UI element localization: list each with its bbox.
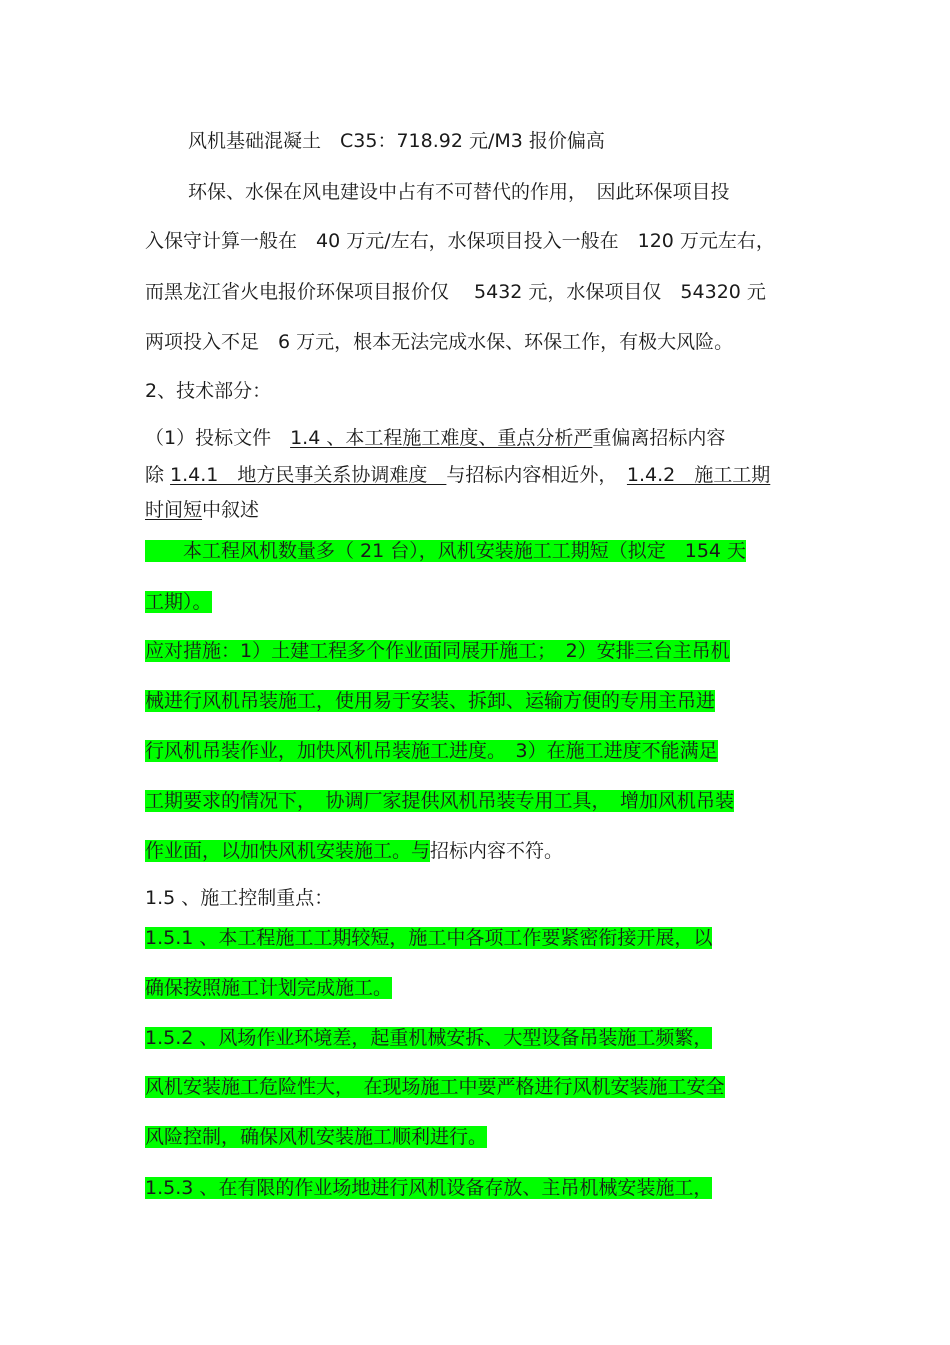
text-line-9 [145, 495, 807, 525]
highlighted-text: 风机安装施工危险性大， 在现场施工中要严格进行风机安装施工安全 [145, 1076, 725, 1098]
text-line-13 [145, 686, 807, 716]
underlined-short-time: 时间短 [145, 499, 203, 521]
highlighted-text: 应对措施：1）土建工程多个作业面同展开施工； 2）安排三台主吊机 [145, 640, 730, 662]
highlighted-text: 风险控制，确保风机安装施工顺利进行。 [145, 1126, 488, 1148]
text-line-7 [145, 423, 807, 453]
underlined-section-ref-1-4: 1.4 、本工程施工难度、重点分析严 [290, 427, 593, 449]
section-heading-technical: 2、技术部分： [145, 380, 272, 402]
text-line-1: 风机基础混凝土 C35：718.92 元/M3 报价偏高 [188, 130, 605, 152]
text-line-11 [145, 587, 807, 617]
text-line-16 [145, 836, 807, 866]
highlighted-text: 械进行风机吊装施工，使用易于安装、拆卸、运输方便的专用主吊进 [145, 690, 716, 712]
highlighted-text: 1.5.2 、风场作业环境差，起重机械安拆、大型设备吊装施工频繁， [145, 1027, 713, 1049]
highlighted-text: 1.5.1 、本工程施工工期较短，施工中各项工作要紧密衔接开展，以 [145, 927, 713, 949]
highlighted-text: 与 [411, 840, 431, 862]
text-line-15 [145, 786, 807, 816]
line-7-suffix: 重偏离招标内容 [592, 427, 726, 449]
highlighted-text: 确保按照施工计划完成施工。 [145, 977, 393, 999]
text-line-5: 两项投入不足 6 万元，根本无法完成水保、环保工作，有极大风险。 [145, 331, 734, 353]
line-8-prefix: 除 [145, 464, 171, 486]
text-line-18 [145, 923, 807, 953]
text-line-21 [145, 1072, 807, 1102]
highlighted-text: 1.5.3 、在有限的作业场地进行风机设备存放、主吊机械安装施工， [145, 1177, 713, 1199]
text-line-2: 环保、水保在风电建设中占有不可替代的作用， 因此环保项目投 [188, 181, 730, 203]
text-line-10 [145, 536, 807, 566]
text-line-22 [145, 1122, 807, 1152]
highlighted-text: 作业面，以加快风机安装施工。 [145, 840, 412, 862]
highlighted-text: 工期）。 [145, 591, 212, 613]
text-line-14 [145, 736, 807, 766]
text-line-4: 而黑龙江省火电报价环保项目报价仅 5432 元，水保项目仅 54320 元 [145, 281, 766, 303]
highlighted-text: 行风机吊装作业，加快风机吊装施工进度。 3）在施工进度不能满足 [145, 740, 718, 762]
section-heading-1-5: 1.5 、施工控制重点： [145, 887, 334, 909]
line-8-middle: 与招标内容相近外， [446, 464, 627, 486]
line-16-suffix: 招标内容不符。 [430, 840, 564, 862]
highlighted-text: 工期要求的情况下， 协调厂家提供风机吊装专用工具， 增加风机吊装 [145, 790, 735, 812]
highlighted-text: 本工程风机数量多（ 21 台），风机安装施工工期短（拟定 154 天 [145, 540, 747, 562]
text-line-20 [145, 1023, 807, 1053]
text-line-12 [145, 636, 807, 666]
text-line-19 [145, 973, 807, 1003]
text-line-23 [145, 1173, 807, 1203]
text-line-3: 入保守计算一般在 40 万元/左右，水保项目投入一般在 120 万元左右， [145, 230, 775, 252]
line-7-prefix: （1）投标文件 [145, 427, 291, 449]
underlined-section-ref-1-4-2: 1.4.2 施工工期 [626, 464, 771, 486]
text-line-8 [145, 460, 807, 490]
line-9-suffix: 中叙述 [202, 499, 260, 521]
underlined-section-ref-1-4-1: 1.4.1 地方民事关系协调难度 [170, 464, 447, 486]
